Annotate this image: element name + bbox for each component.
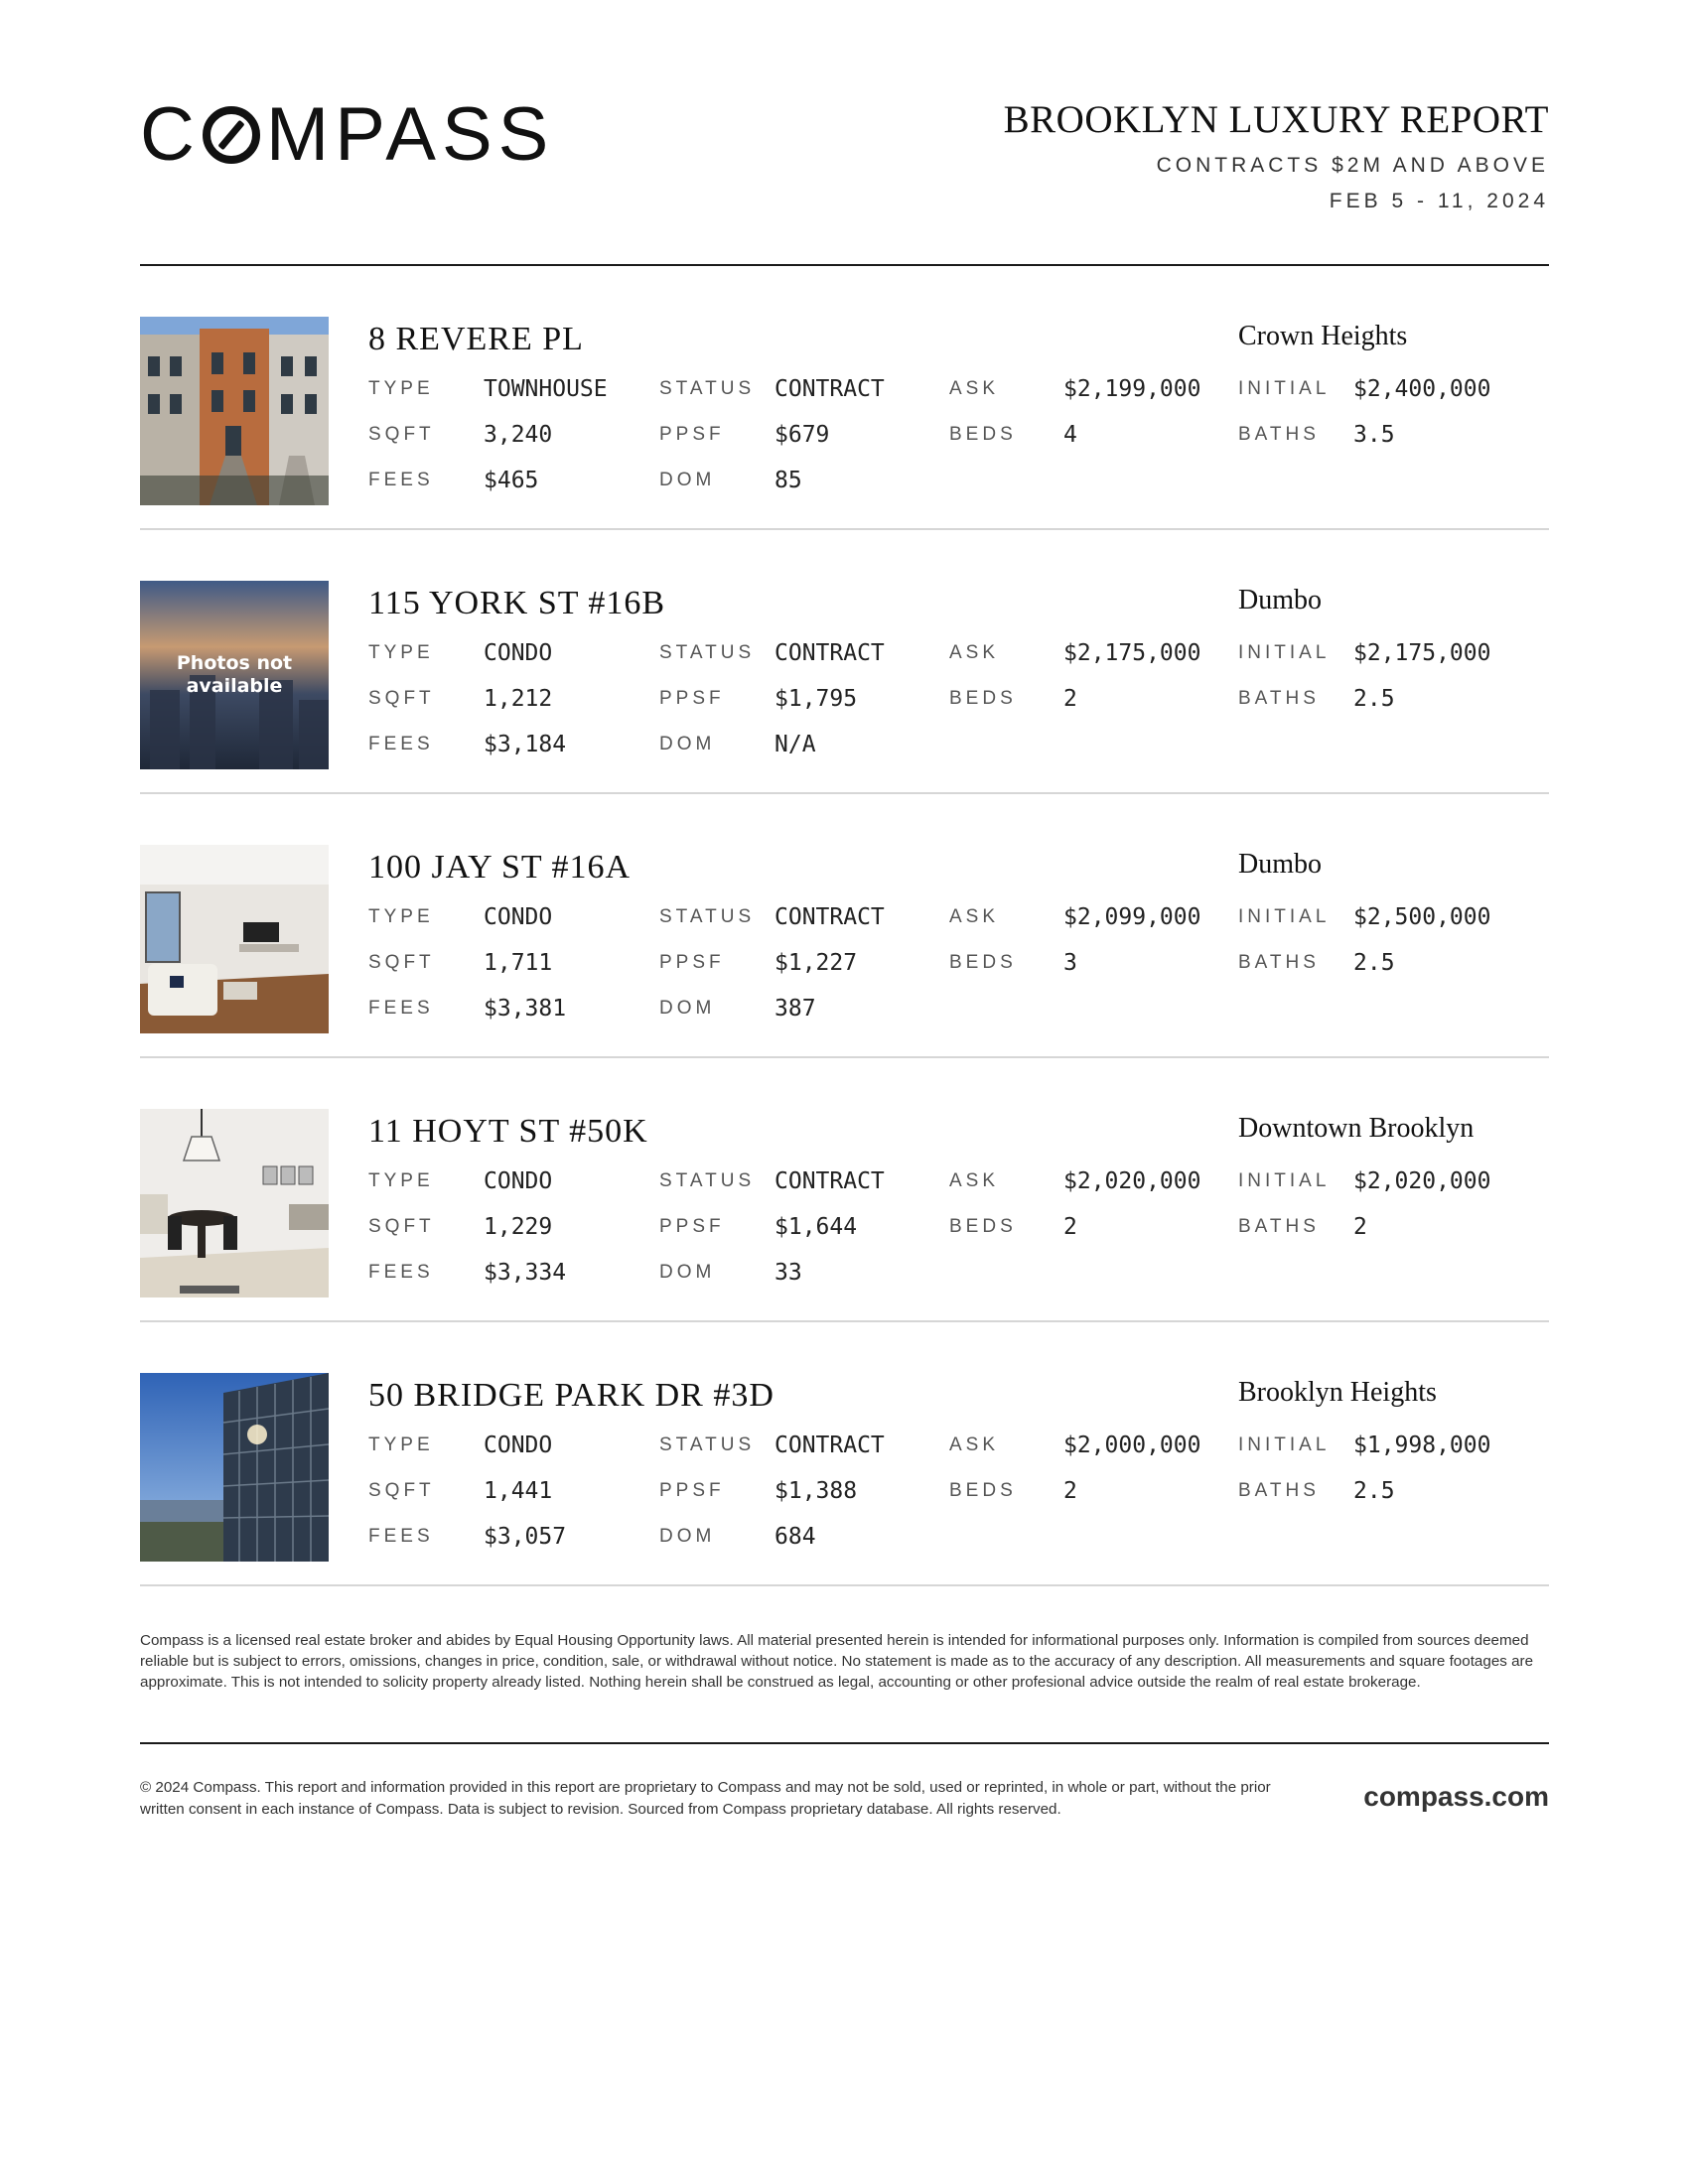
baths-value: 2.5 — [1353, 686, 1395, 712]
listing-address: 50 BRIDGE PARK DR #3D — [368, 1377, 774, 1414]
sqft-value: 1,441 — [484, 1478, 553, 1504]
beds-label: BEDS — [949, 952, 1017, 973]
status-label: STATUS — [659, 378, 756, 399]
townhouse-photo — [140, 317, 329, 505]
beds-value: 4 — [1063, 422, 1077, 448]
listing-neighborhood: Dumbo — [1238, 585, 1322, 615]
copyright-notice: © 2024 Compass. This report and information provided in this report are proprietary to Compass and may not be sold, used or reprinted, in whole or part, without the prior written consent in each instance of Compass. Data is subject to revision. Sourced from Compass proprietary database. All rights reserved. — [140, 1779, 1271, 1818]
baths-value: 2.5 — [1353, 950, 1395, 976]
sqft-label: SQFT — [368, 688, 435, 709]
ask-value: $2,199,000 — [1063, 376, 1201, 402]
sqft-value: 1,229 — [484, 1214, 553, 1240]
ppsf-label: PPSF — [659, 424, 725, 445]
ask-value: $2,175,000 — [1063, 640, 1201, 666]
ppsf-label: PPSF — [659, 1480, 725, 1501]
legal-disclaimer: Compass is a licensed real estate broker and abides by Equal Housing Opportunity laws. All material presented herein is intended for informational purposes only. Information is compiled from sources deemed reliable but is subject to errors, omissions, changes in price, condition, sale, or withdrawal without notice. No statement is made as to the accuracy of any description. All measurements and square footages are approximate. This is not intended to solicity property already listed. Nothing herein shall be construed as legal, accounting or other profesional advice outside the realm of real estate brokerage. — [140, 1632, 1534, 1691]
dom-label: DOM — [659, 998, 716, 1019]
initial-label: INITIAL — [1238, 906, 1331, 927]
fees-label: FEES — [368, 470, 434, 490]
ppsf-value: $1,388 — [774, 1478, 858, 1504]
baths-label: BATHS — [1238, 1480, 1320, 1501]
status-label: STATUS — [659, 1434, 756, 1455]
baths-value: 2 — [1353, 1214, 1367, 1240]
type-label: TYPE — [368, 378, 434, 399]
beds-label: BEDS — [949, 1216, 1017, 1237]
initial-label: INITIAL — [1238, 1170, 1331, 1191]
initial-label: INITIAL — [1238, 1434, 1331, 1455]
photos-not-available-text: Photos not available — [176, 652, 293, 697]
compass-logo: C MPASS — [140, 92, 555, 177]
website-link[interactable]: compass.com — [1363, 1781, 1549, 1812]
beds-label: BEDS — [949, 424, 1017, 445]
beds-label: BEDS — [949, 1480, 1017, 1501]
listing-address: 115 YORK ST #16B — [368, 585, 666, 621]
ask-label: ASK — [949, 906, 1000, 927]
baths-value: 2.5 — [1353, 1478, 1395, 1504]
initial-value: $2,020,000 — [1353, 1168, 1491, 1194]
fees-label: FEES — [368, 1526, 434, 1547]
listing-card — [140, 530, 1549, 794]
photos-not-available — [140, 581, 329, 769]
listing-card — [140, 1322, 1549, 1586]
listing-neighborhood: Brooklyn Heights — [1238, 1377, 1437, 1408]
listing-neighborhood: Crown Heights — [1238, 321, 1408, 351]
fees-label: FEES — [368, 1262, 434, 1283]
status-value: CONTRACT — [774, 376, 885, 402]
baths-value: 3.5 — [1353, 422, 1395, 448]
dining-room-photo — [140, 1109, 329, 1297]
fees-value: $3,184 — [484, 732, 567, 757]
listing-neighborhood: Downtown Brooklyn — [1238, 1113, 1475, 1144]
fees-value: $3,334 — [484, 1260, 567, 1286]
report-date-range: FEB 5 - 11, 2024 — [1329, 190, 1549, 212]
dom-value: 684 — [774, 1524, 816, 1550]
report-header — [140, 0, 1549, 266]
status-value: CONTRACT — [774, 1168, 885, 1194]
ask-label: ASK — [949, 1170, 1000, 1191]
report-subtitle: CONTRACTS $2M AND ABOVE — [1156, 154, 1549, 177]
ppsf-label: PPSF — [659, 688, 725, 709]
report-title: BROOKLYN LUXURY REPORT — [1003, 98, 1549, 141]
ppsf-value: $679 — [774, 422, 830, 448]
initial-label: INITIAL — [1238, 378, 1331, 399]
listing-address: 8 REVERE PL — [368, 321, 584, 357]
ppsf-value: $1,644 — [774, 1214, 858, 1240]
listing-card — [140, 794, 1549, 1058]
dom-value: 33 — [774, 1260, 802, 1286]
ppsf-value: $1,227 — [774, 950, 858, 976]
initial-value: $2,400,000 — [1353, 376, 1491, 402]
living-room-photo — [140, 845, 329, 1033]
dom-label: DOM — [659, 470, 716, 490]
baths-label: BATHS — [1238, 688, 1320, 709]
ask-value: $2,020,000 — [1063, 1168, 1201, 1194]
report-page — [140, 0, 1549, 1586]
fees-value: $465 — [484, 468, 539, 493]
fees-value: $3,057 — [484, 1524, 567, 1550]
beds-value: 2 — [1063, 686, 1077, 712]
ppsf-label: PPSF — [659, 1216, 725, 1237]
ppsf-value: $1,795 — [774, 686, 858, 712]
beds-label: BEDS — [949, 688, 1017, 709]
listing-card — [140, 266, 1549, 530]
status-value: CONTRACT — [774, 640, 885, 666]
type-label: TYPE — [368, 1170, 434, 1191]
fees-label: FEES — [368, 998, 434, 1019]
baths-label: BATHS — [1238, 424, 1320, 445]
fees-label: FEES — [368, 734, 434, 754]
type-value: CONDO — [484, 904, 553, 930]
compass-logo-o-icon — [203, 106, 260, 164]
status-value: CONTRACT — [774, 1433, 885, 1458]
type-label: TYPE — [368, 642, 434, 663]
status-label: STATUS — [659, 642, 756, 663]
status-label: STATUS — [659, 1170, 756, 1191]
dom-value: 387 — [774, 996, 816, 1022]
type-value: CONDO — [484, 1168, 553, 1194]
initial-value: $2,500,000 — [1353, 904, 1491, 930]
ask-label: ASK — [949, 378, 1000, 399]
ask-value: $2,099,000 — [1063, 904, 1201, 930]
baths-label: BATHS — [1238, 1216, 1320, 1237]
dom-label: DOM — [659, 1526, 716, 1547]
dom-value: N/A — [774, 732, 816, 757]
ask-label: ASK — [949, 642, 1000, 663]
type-label: TYPE — [368, 1434, 434, 1455]
listing-neighborhood: Dumbo — [1238, 849, 1322, 880]
ppsf-label: PPSF — [659, 952, 725, 973]
status-value: CONTRACT — [774, 904, 885, 930]
listing-address: 11 HOYT ST #50K — [368, 1113, 648, 1150]
beds-value: 3 — [1063, 950, 1077, 976]
type-value: CONDO — [484, 1433, 553, 1458]
ask-value: $2,000,000 — [1063, 1433, 1201, 1458]
glass-tower-photo — [140, 1373, 329, 1562]
dom-value: 85 — [774, 468, 802, 493]
status-label: STATUS — [659, 906, 756, 927]
baths-label: BATHS — [1238, 952, 1320, 973]
sqft-value: 1,212 — [484, 686, 553, 712]
sqft-value: 1,711 — [484, 950, 553, 976]
beds-value: 2 — [1063, 1214, 1077, 1240]
sqft-label: SQFT — [368, 952, 435, 973]
initial-label: INITIAL — [1238, 642, 1331, 663]
listing-card — [140, 1058, 1549, 1322]
ask-label: ASK — [949, 1434, 1000, 1455]
initial-value: $1,998,000 — [1353, 1433, 1491, 1458]
sqft-value: 3,240 — [484, 422, 553, 448]
footer-divider — [140, 1742, 1549, 1744]
sqft-label: SQFT — [368, 1216, 435, 1237]
dom-label: DOM — [659, 1262, 716, 1283]
type-label: TYPE — [368, 906, 434, 927]
dom-label: DOM — [659, 734, 716, 754]
fees-value: $3,381 — [484, 996, 567, 1022]
sqft-label: SQFT — [368, 1480, 435, 1501]
sqft-label: SQFT — [368, 424, 435, 445]
initial-value: $2,175,000 — [1353, 640, 1491, 666]
listing-address: 100 JAY ST #16A — [368, 849, 632, 886]
type-value: CONDO — [484, 640, 553, 666]
beds-value: 2 — [1063, 1478, 1077, 1504]
type-value: TOWNHOUSE — [484, 376, 608, 402]
